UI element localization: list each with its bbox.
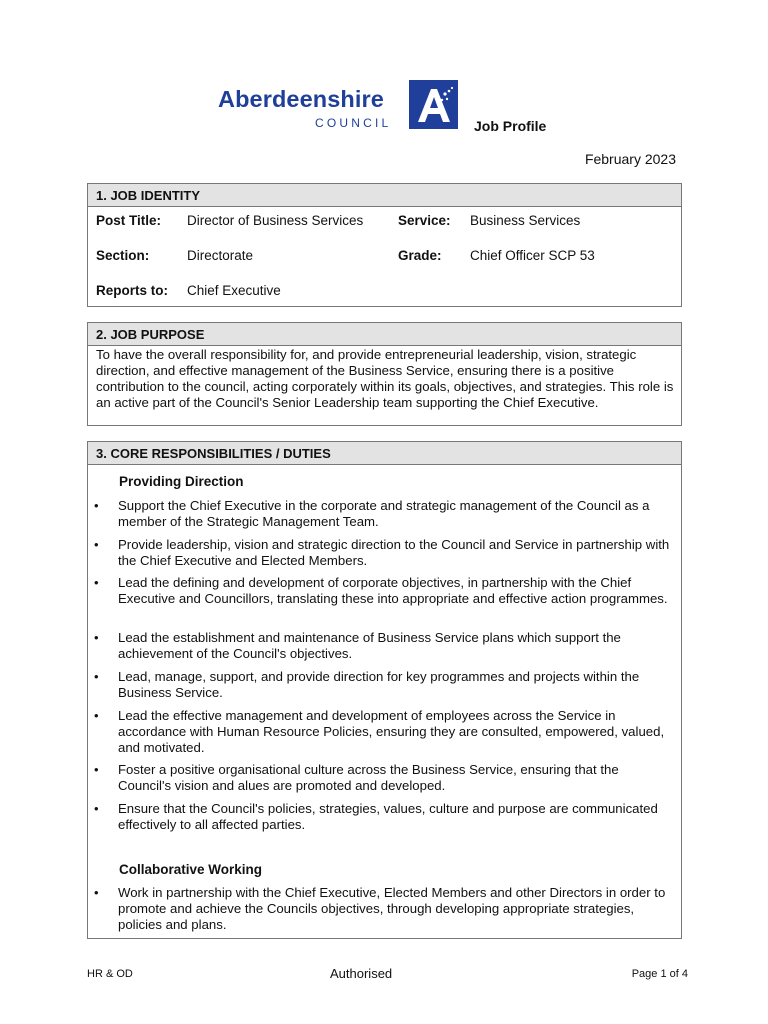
section-value: Directorate xyxy=(187,248,254,263)
list-item-text: Provide leadership, vision and strategic direction to the Council and Service in partnership with the Chief Executive and Elected Members. xyxy=(118,537,670,568)
document-date: February 2023 xyxy=(584,151,676,167)
grade-value: Chief Officer SCP 53 xyxy=(470,248,595,263)
list-item-text: Work in partnership with the Chief Executive, Elected Members and other Directors in order to promote and achieve the Councils objectives, through developing appropriate strategies, policies and plans. xyxy=(118,885,666,932)
bullet-icon: • xyxy=(94,885,99,900)
job-purpose-heading: 2. JOB PURPOSE xyxy=(88,323,681,346)
logo-name: Aberdeenshire xyxy=(218,86,384,112)
section-label: Section: xyxy=(96,248,150,263)
bullet-icon: • xyxy=(94,498,99,513)
reports-to-label: Reports to: xyxy=(96,283,168,298)
job-identity-heading: 1. JOB IDENTITY xyxy=(88,184,681,207)
service-label: Service: xyxy=(398,213,451,228)
core-responsibilities-heading: 3. CORE RESPONSIBILITIES / DUTIES xyxy=(88,442,681,465)
footer-center: Authorised xyxy=(330,966,393,981)
bullet-icon: • xyxy=(94,708,99,723)
list-item-text: Ensure that the Council's policies, strategies, values, culture and purpose are communicated effectively to all affected parties. xyxy=(118,801,658,832)
footer-page-number: Page 1 of 4 xyxy=(631,968,688,980)
bullet-icon: • xyxy=(94,762,99,777)
bullet-icon: • xyxy=(94,537,99,552)
reports-to-value: Chief Executive xyxy=(187,283,281,298)
footer-left: HR & OD xyxy=(87,968,133,980)
bullet-icon: • xyxy=(94,669,99,684)
list-item-text: Lead the defining and development of corporate objectives, in partnership with the Chief Executive and Councillors, translating these into appropriate and effective action programmes. xyxy=(118,575,668,606)
job-identity-section xyxy=(87,183,682,307)
bullet-icon: • xyxy=(94,630,99,645)
list-item-text: Lead the establishment and maintenance of Business Service plans which support the achievement of the Council's objectives. xyxy=(118,630,621,661)
bullet-icon: • xyxy=(94,801,99,816)
collaborative-working-subheading: Collaborative Working xyxy=(119,862,263,877)
post-title-label: Post Title: xyxy=(96,213,162,228)
job-purpose-section xyxy=(87,322,682,426)
service-value: Business Services xyxy=(470,213,581,228)
post-title-value: Director of Business Services xyxy=(187,213,364,228)
logo-a-mark-icon xyxy=(409,80,458,129)
list-item-text: Foster a positive organisational culture across the Business Service, ensuring that the Council's vision and alues are promoted and developed. xyxy=(118,762,619,793)
list-item-text: Lead, manage, support, and provide direction for key programmes and projects within the Business Service. xyxy=(118,669,640,700)
council-logo xyxy=(218,80,468,132)
grade-label: Grade: xyxy=(398,248,442,263)
document-type: Job Profile xyxy=(474,118,547,134)
list-item-text: Lead the effective management and development of employees across the Service in accordance with Human Resource Policies, ensuring they are consulted, empowered, valued, and motivated. xyxy=(118,708,665,755)
logo-sub: COUNCIL xyxy=(315,116,392,130)
providing-direction-subheading: Providing Direction xyxy=(119,474,244,489)
bullet-icon: • xyxy=(94,575,99,590)
list-item-text: Support the Chief Executive in the corporate and strategic management of the Council as a member of the Strategic Management Team. xyxy=(118,498,650,529)
job-purpose-text: To have the overall responsibility for, and provide entrepreneurial leadership, vision, strategic direction, and effective management of the Business Service, ensuring there is a positive contribution to the council, acting corporately within its goals, objectives, and strategies. This role is an active part of the Council's Senior Leadership team supporting the Chief Executive. xyxy=(96,347,674,410)
core-responsibilities-section xyxy=(87,441,682,939)
